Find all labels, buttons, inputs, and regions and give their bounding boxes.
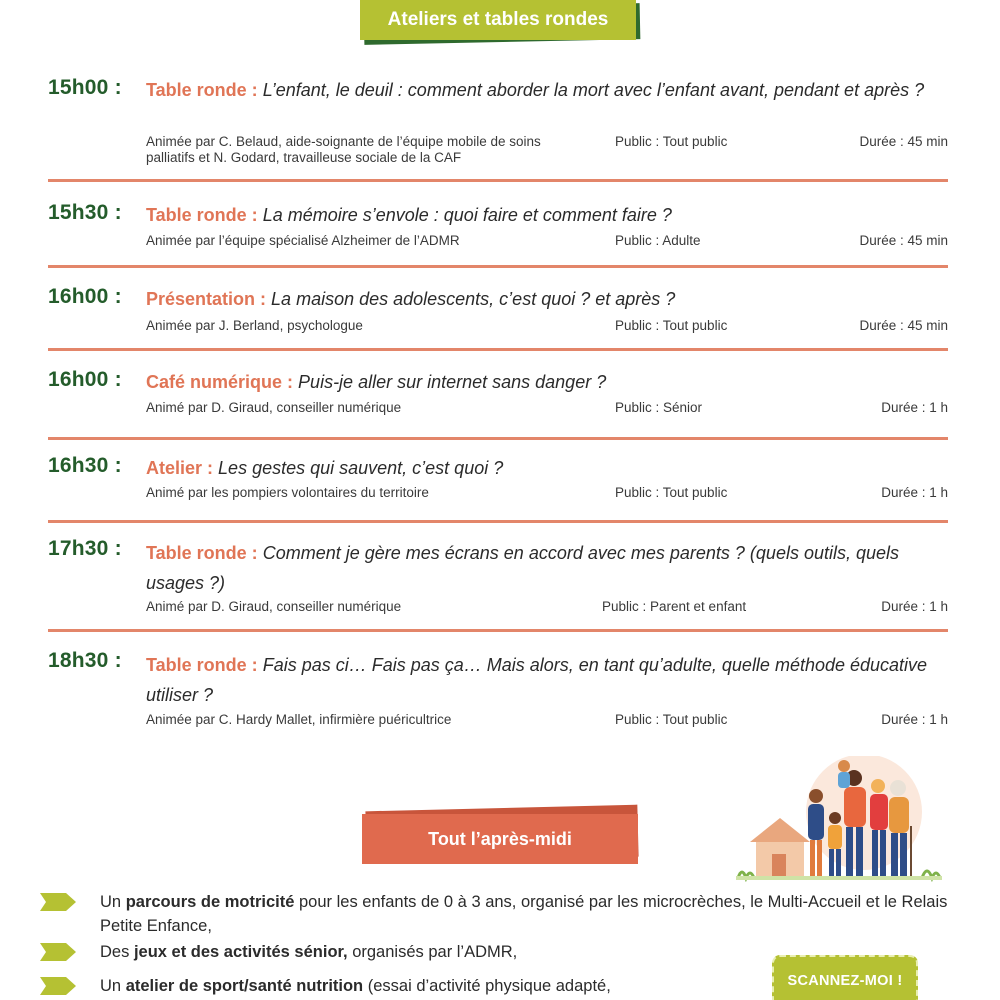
separator <box>48 629 948 632</box>
separator <box>48 265 948 268</box>
session-subject: Fais pas ci… Fais pas ça… Mais alors, en tant qu’adulte, quelle méthode éducative utiliser ? <box>146 655 928 705</box>
family-house-illustration <box>732 756 946 882</box>
session-duration: Durée : 1 h <box>881 485 948 500</box>
session-kind: Café numérique : <box>146 372 294 392</box>
session-kind: Table ronde : <box>146 543 258 563</box>
separator <box>48 348 948 351</box>
session-duration: Durée : 1 h <box>881 400 948 415</box>
afternoon-title: Tout l’après-midi <box>362 814 638 864</box>
session-duration: Durée : 1 h <box>881 712 948 727</box>
separator <box>48 520 948 523</box>
separator <box>48 437 948 440</box>
session-subject: La mémoire s’envole : quoi faire et comment faire ? <box>262 205 672 225</box>
session-public: Public : Sénior <box>615 400 703 415</box>
session-item <box>48 201 948 261</box>
text-part: (essai d’activité physique adapté, <box>363 977 611 995</box>
session-title <box>146 202 948 229</box>
session-time: 16h30 : <box>48 454 122 477</box>
session-subject: Comment je gère mes écrans en accord avec mes parents ? (quels outils, quels usages ?) <box>146 543 900 593</box>
text-part: Des <box>100 943 134 961</box>
session-public: Public : Adulte <box>615 233 701 248</box>
session-item <box>48 76 948 172</box>
session-item <box>48 537 948 621</box>
session-item <box>48 368 948 428</box>
list-item-text <box>100 974 740 998</box>
session-time: 16h00 : <box>48 368 122 391</box>
session-kind: Table ronde : <box>146 205 258 225</box>
text-part: Un <box>100 893 126 911</box>
session-time: 16h00 : <box>48 285 122 308</box>
scan-me-button[interactable]: SCANNEZ-MOI ! <box>772 955 918 1000</box>
text-bold: atelier de sport/santé nutrition <box>125 977 364 995</box>
session-duration: Durée : 45 min <box>859 134 948 149</box>
session-time: 15h00 : <box>48 76 122 99</box>
session-host: Animé par les pompiers volontaires du territoire <box>146 485 429 500</box>
text-bold: parcours de motricité <box>125 893 295 911</box>
session-title <box>146 286 948 313</box>
list-item-text <box>100 890 948 938</box>
session-title <box>146 455 948 482</box>
session-kind: Présentation : <box>146 289 267 309</box>
session-title <box>146 77 948 104</box>
separator <box>48 179 948 182</box>
session-subject: L’enfant, le deuil : comment aborder la mort avec l’enfant avant, pendant et après ? <box>262 80 925 100</box>
chevron-arrow-icon <box>40 943 76 961</box>
session-item <box>48 649 948 733</box>
session-public: Public : Tout public <box>615 712 728 727</box>
session-title <box>146 650 948 710</box>
session-kind: Table ronde : <box>146 655 258 675</box>
list-item <box>40 890 950 938</box>
text-part: Un <box>100 977 126 995</box>
session-host: Animé par D. Giraud, conseiller numérique <box>146 400 402 415</box>
text-part: organisés par l’ADMR, <box>347 943 518 961</box>
session-host: Animée par C. Belaud, aide-soignante de l’équipe mobile de soins palliatifs et N. Godard, travailleuse sociale de la CAF <box>146 134 541 165</box>
session-time: 18h30 : <box>48 649 122 672</box>
session-public: Public : Parent et enfant <box>602 599 747 614</box>
session-duration: Durée : 1 h <box>881 599 948 614</box>
section-banner-workshops <box>360 0 642 44</box>
list-item <box>40 974 740 998</box>
session-public: Public : Tout public <box>615 134 728 149</box>
session-host: Animé par D. Giraud, conseiller numérique <box>146 599 402 614</box>
session-subject: Puis-je aller sur internet sans danger ? <box>298 372 607 392</box>
session-kind: Atelier : <box>146 458 214 478</box>
session-public: Public : Tout public <box>615 318 728 333</box>
session-duration: Durée : 45 min <box>859 233 948 248</box>
session-subject: La maison des adolescents, c’est quoi ? et après ? <box>271 289 676 309</box>
section-title: Ateliers et tables rondes <box>360 0 636 40</box>
session-item <box>48 285 948 345</box>
session-title <box>146 538 948 598</box>
session-time: 15h30 : <box>48 201 122 224</box>
session-host: Animée par C. Hardy Mallet, infirmière puéricultrice <box>146 712 452 727</box>
chevron-arrow-icon <box>40 893 76 911</box>
session-item <box>48 454 948 514</box>
session-host: Animée par l’équipe spécialisé Alzheimer de l’ADMR <box>146 233 460 248</box>
session-kind: Table ronde : <box>146 80 258 100</box>
session-public: Public : Tout public <box>615 485 728 500</box>
session-host: Animée par J. Berland, psychologue <box>146 318 363 333</box>
text-part: pour les enfants de 0 à 3 ans, organisé par les microcrèches, le Multi-Accueil et le Relais Petite Enfance, <box>100 893 948 935</box>
text-bold: jeux et des activités sénior, <box>133 943 348 961</box>
session-subject: Les gestes qui sauvent, c’est quoi ? <box>218 458 504 478</box>
session-time: 17h30 : <box>48 537 122 560</box>
section-banner-afternoon <box>360 806 642 866</box>
chevron-arrow-icon <box>40 977 76 995</box>
session-title <box>146 369 948 396</box>
session-duration: Durée : 45 min <box>859 318 948 333</box>
